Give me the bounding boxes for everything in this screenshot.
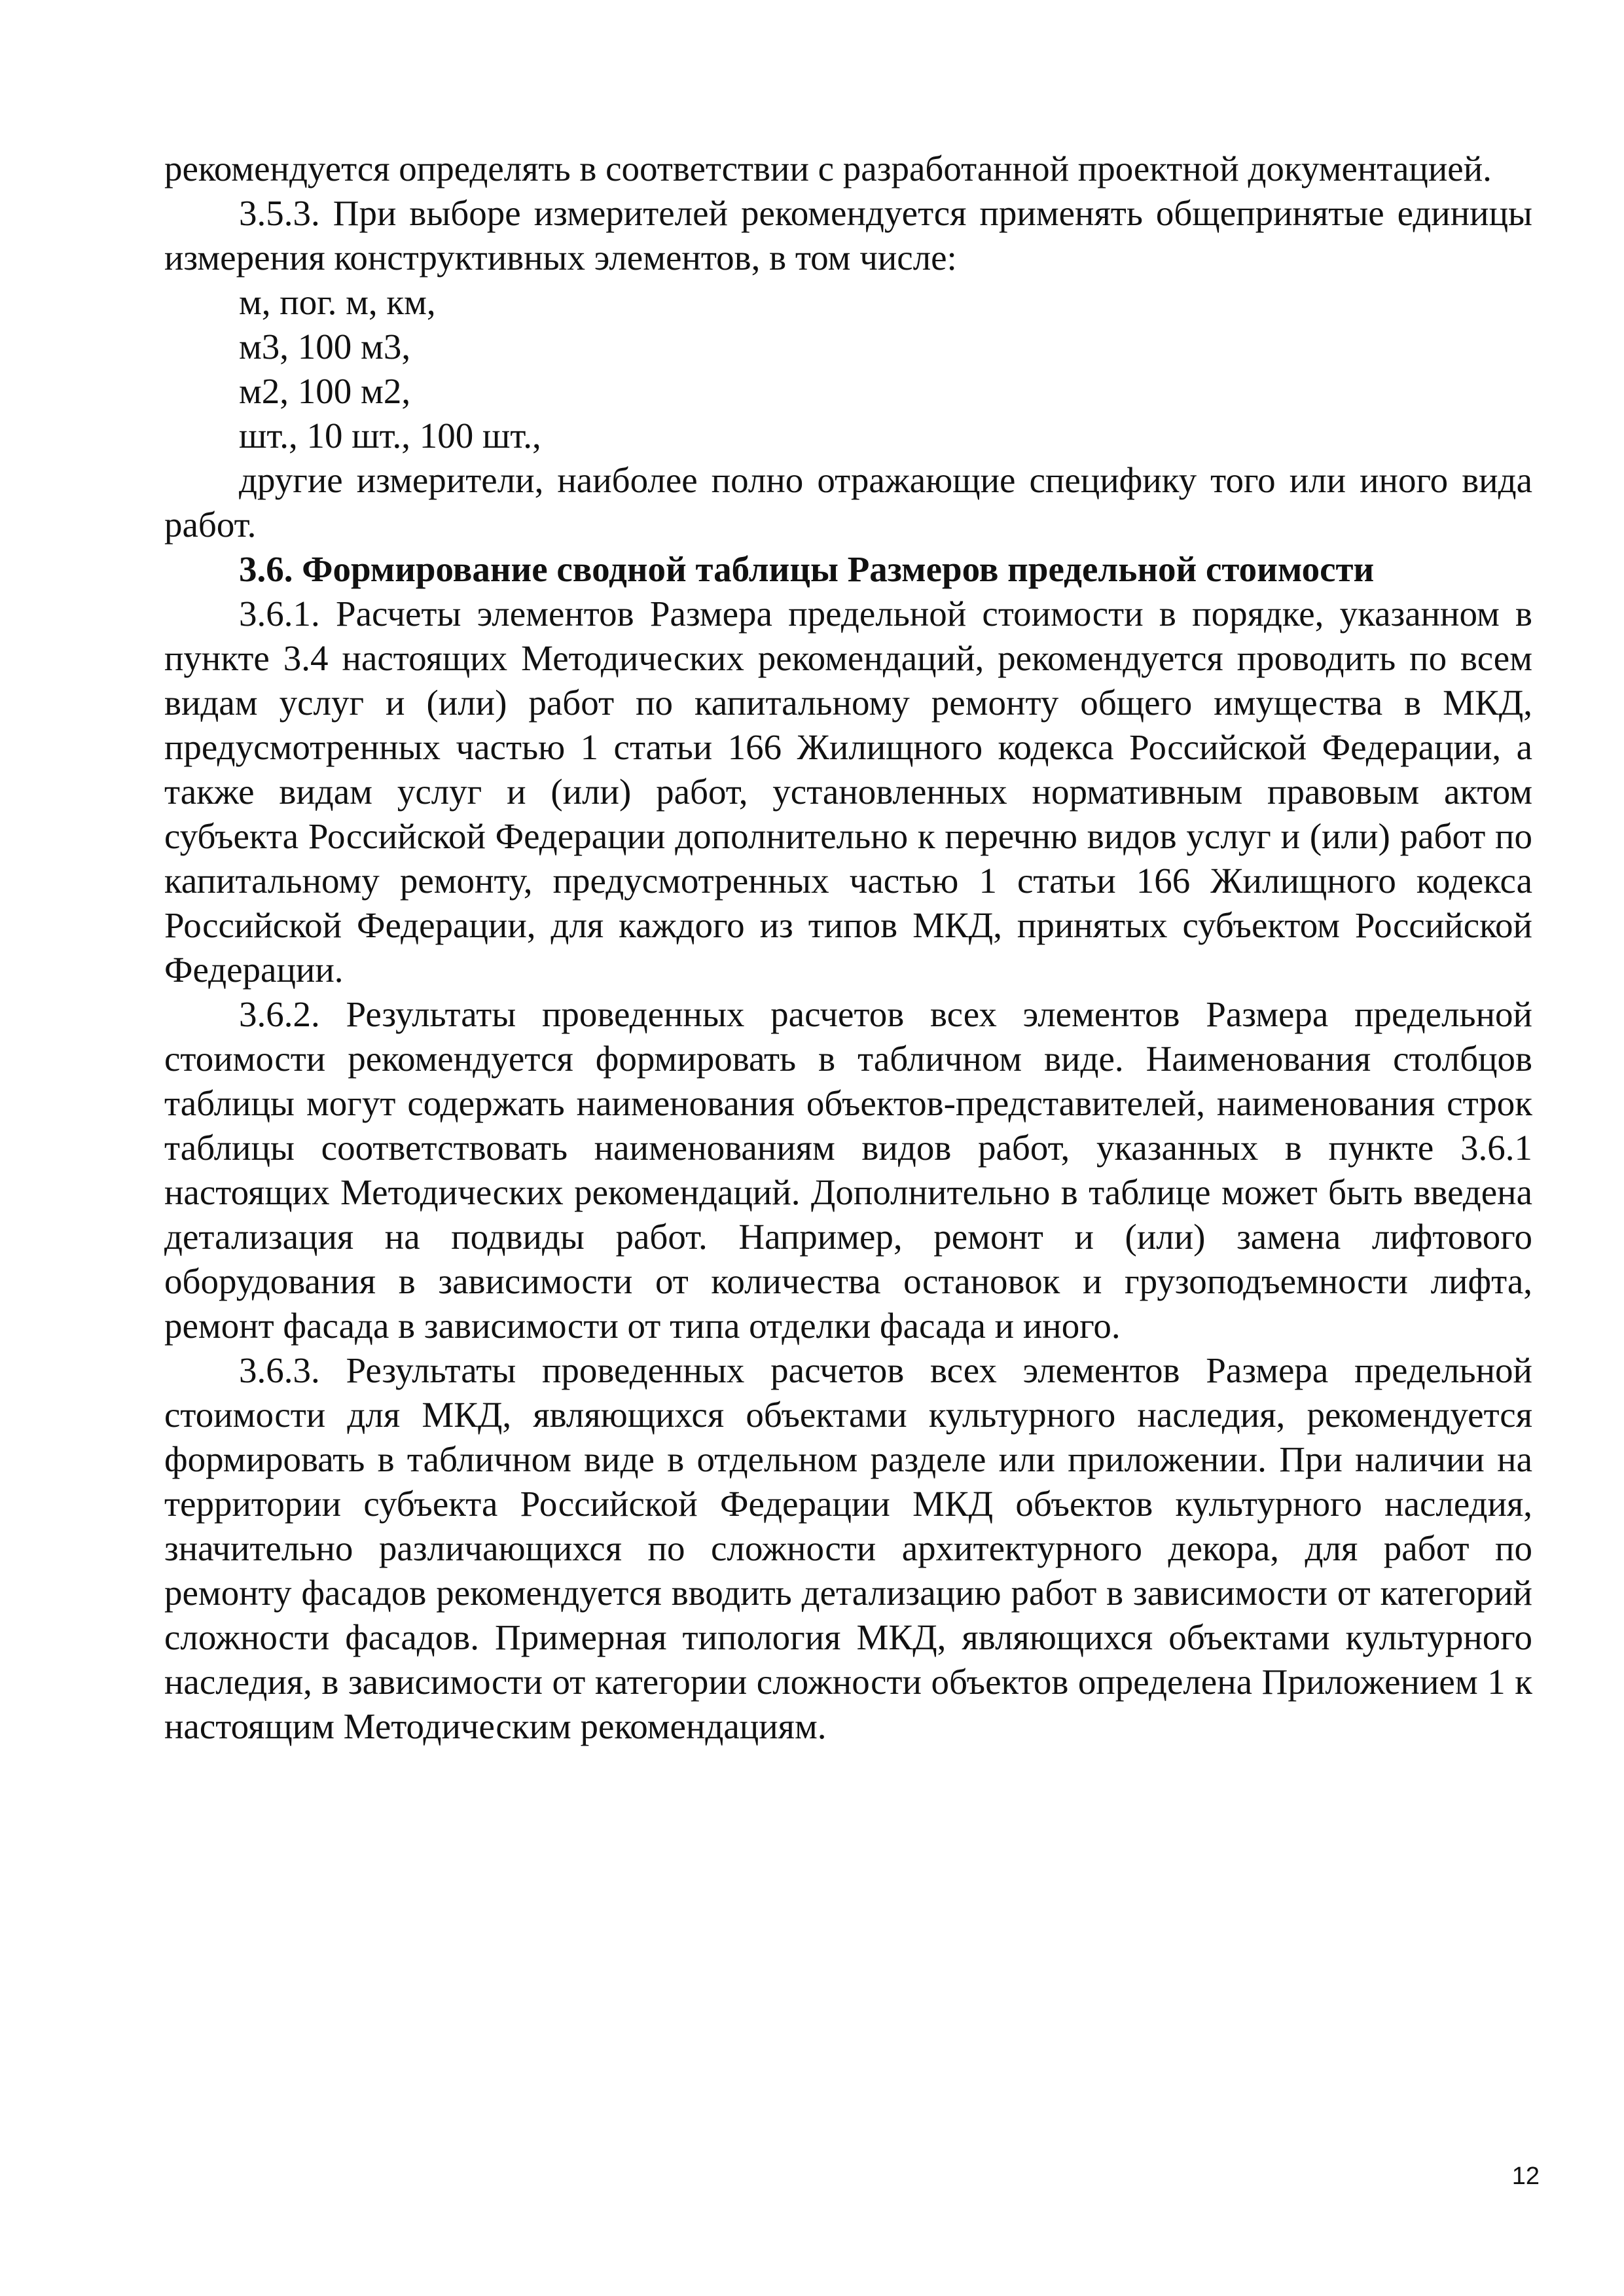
paragraph-3-5-3: 3.5.3. При выборе измерителей рекомендуется применять общепринятые единицы измерения конструктивных элементов, в том числе: [164, 193, 1532, 278]
paragraph-3-6-3: 3.6.3. Результаты проведенных расчетов всех элементов Размера предельной стоимости для МКД, являющихся объектами культурного наследия, рекомендуется формировать в табличном виде в отдельном разделе или приложении. При наличии на территории субъекта Российской Федерации МКД объектов культурного наследия, значительно различающихся по сложности архитектурного декора, для работ по ремонту фасадов рекомендуется вводить детализацию работ в зависимости от категорий сложности фасадов. Примерная типология МКД, являющихся объектами культурного наследия, в зависимости от категории сложности объектов определена Приложением 1 к настоящим Методическим рекомендациям. [164, 1350, 1532, 1746]
paragraph-3-6-2: 3.6.2. Результаты проведенных расчетов всех элементов Размера предельной стоимости рекомендуется формировать в табличном виде. Наименования столбцов таблицы могут содержать наименования объектов-представителей, наименования строк таблицы соответствовать наименованиям видов работ, указанных в пункте 3.6.1 настоящих Методических рекомендаций. Дополнительно в таблице может быть введена детализация на подвиды работ. Например, ремонт и (или) замена лифтового оборудования в зависимости от количества остановок и грузоподъемности лифта, ремонт фасада в зависимости от типа отделки фасада и иного. [164, 994, 1532, 1346]
unit-list-item: м3, 100 м3, [239, 327, 411, 367]
body-text [164, 147, 1532, 1749]
section-heading-3-6: 3.6. Формирование сводной таблицы Размеров предельной стоимости [239, 549, 1375, 589]
unit-list-item: м, пог. м, км, [239, 282, 436, 322]
paragraph-continuation: рекомендуется определять в соответствии с разработанной проектной документацией. [164, 149, 1492, 188]
paragraph-3-6-1: 3.6.1. Расчеты элементов Размера предельной стоимости в порядке, указанном в пункте 3.4 настоящих Методических рекомендаций, рекомендуется проводить по всем видам услуг и (или) работ по капитальному ремонту общего имущества в МКД, предусмотренных частью 1 статьи 166 Жилищного кодекса Российской Федерации, а также видам услуг и (или) работ, установленных нормативным правовым актом субъекта Российской Федерации дополнительно к перечню видов услуг и (или) работ по капитальному ремонту, предусмотренных частью 1 статьи 166 Жилищного кодекса Российской Федерации, для каждого из типов МКД, принятых субъектом Российской Федерации. [164, 594, 1532, 990]
unit-list-item: м2, 100 м2, [239, 371, 411, 411]
unit-list-item-other: другие измерители, наиболее полно отражающие специфику того или иного вида работ. [164, 460, 1532, 545]
page-number: 12 [1511, 2162, 1540, 2190]
unit-list-item: шт., 10 шт., 100 шт., [239, 416, 541, 456]
